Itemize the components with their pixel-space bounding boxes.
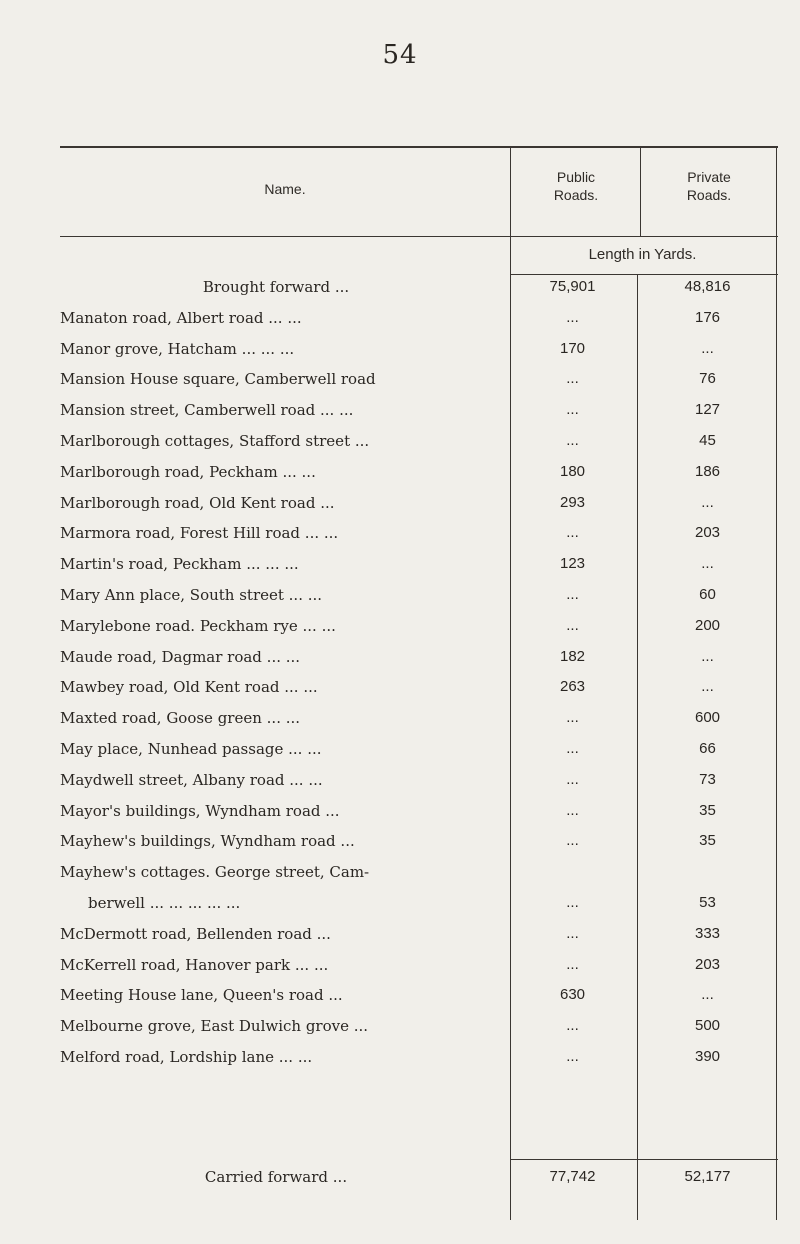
road-name: Mansion street, Camberwell road ... ... [60, 401, 354, 420]
public-roads-value: ... [566, 740, 579, 757]
road-name: Maydwell street, Albany road ... ... [60, 770, 323, 789]
private-roads-value: 200 [694, 616, 721, 634]
table-row [0, 278, 800, 308]
road-name: Marlborough cottages, Stafford street ... [60, 432, 370, 450]
public-roads-value: ... [566, 401, 579, 419]
table-row [0, 1017, 800, 1047]
table-row [0, 617, 800, 647]
private-roads-value: 35 [699, 801, 716, 819]
table-row [0, 956, 800, 986]
road-name: Martin's road, Peckham ... ... ... [60, 555, 299, 574]
page-number: 54 [382, 40, 418, 70]
private-roads-value: 600 [694, 709, 721, 727]
public-roads-value: ... [566, 1017, 579, 1035]
public-roads-value: ... [566, 524, 579, 542]
public-roads-value: ... [566, 370, 579, 388]
private-roads-header-line2: Roads. [686, 187, 732, 203]
private-roads-header [642, 168, 776, 204]
private-roads-value: 203 [694, 524, 721, 542]
private-roads-value: 35 [699, 832, 716, 850]
table-row [0, 740, 800, 770]
public-roads-value: 180 [559, 462, 586, 480]
private-roads-value: 45 [699, 432, 716, 449]
road-name: Carried forward ... [204, 1168, 348, 1186]
table-row [0, 894, 800, 924]
private-roads-value: ... [701, 678, 714, 696]
public-roads-value: ... [566, 894, 579, 911]
private-roads-value: 186 [694, 462, 721, 480]
public-roads-value: ... [566, 709, 579, 727]
public-roads-value: 75,901 [549, 278, 596, 295]
private-roads-value: ... [701, 339, 714, 357]
table-row [0, 863, 800, 893]
road-name: Mayor's buildings, Wyndham road ... [60, 801, 340, 820]
road-name: May place, Nunhead passage ... ... [60, 740, 322, 758]
private-roads-value: 500 [694, 1017, 721, 1035]
private-roads-value: ... [701, 555, 714, 573]
road-name: Mawbey road, Old Kent road ... ... [60, 678, 318, 697]
table-row [0, 771, 800, 801]
public-roads-value: ... [566, 801, 579, 819]
private-roads-value: 76 [699, 370, 716, 388]
private-roads-value: 176 [694, 308, 721, 326]
table-row [0, 832, 800, 862]
road-name: Marylebone road. Peckham rye ... ... [60, 616, 336, 635]
public-roads-value: ... [566, 586, 579, 603]
road-name: Mansion House square, Camberwell road [60, 370, 376, 389]
private-roads-value: 333 [694, 924, 721, 942]
road-name: Brought forward ... [202, 278, 350, 296]
table-row [0, 463, 800, 493]
table-row [0, 678, 800, 708]
private-roads-header-line1: Private [687, 169, 731, 185]
table-row [0, 709, 800, 739]
private-roads-value: 48,816 [684, 278, 731, 295]
road-name: Marlborough road, Old Kent road ... [60, 493, 335, 512]
table-row [0, 401, 800, 431]
public-roads-value: 293 [559, 493, 586, 511]
private-roads-value: 52,177 [684, 1168, 731, 1185]
private-roads-value: 390 [694, 1048, 721, 1065]
public-roads-value: ... [566, 1048, 579, 1065]
road-name: Mary Ann place, South street ... ... [60, 586, 323, 604]
column-divider-middle [640, 146, 641, 236]
public-roads-header-line2: Roads. [553, 187, 599, 203]
table-row [0, 1168, 800, 1198]
header-bottom-rule [60, 236, 778, 237]
public-roads-value: ... [566, 832, 579, 850]
table-row [0, 370, 800, 400]
public-roads-value: ... [566, 432, 579, 449]
road-name: Meeting House lane, Queen's road ... [60, 986, 343, 1005]
table-row [0, 555, 800, 585]
road-name: berwell ... ... ... ... ... [88, 894, 241, 912]
private-roads-value: 60 [699, 586, 716, 603]
road-name: Mayhew's buildings, Wyndham road ... [60, 832, 355, 851]
name-column-header: Name. [264, 181, 306, 197]
public-roads-value: ... [566, 924, 579, 942]
public-roads-value: ... [566, 308, 579, 326]
road-name: Mayhew's cottages. George street, Cam- [60, 863, 370, 882]
table-row [0, 986, 800, 1016]
table-top-rule [60, 146, 778, 148]
table-row [0, 802, 800, 832]
public-roads-value: 123 [559, 555, 586, 573]
unit-rule [510, 274, 778, 275]
road-name: McDermott road, Bellenden road ... [60, 924, 331, 943]
road-name: Melbourne grove, East Dulwich grove ... [60, 1017, 369, 1036]
road-name: Maude road, Dagmar road ... ... [60, 647, 301, 666]
road-name: Melford road, Lordship lane ... ... [60, 1048, 313, 1066]
public-roads-value: 630 [559, 986, 586, 1004]
table-row [0, 494, 800, 524]
table-row [0, 925, 800, 955]
table-row [0, 340, 800, 370]
road-name: McKerrell road, Hanover park ... ... [60, 955, 329, 974]
table-row [0, 309, 800, 339]
public-roads-value: 77,742 [549, 1168, 596, 1185]
table-row [0, 648, 800, 678]
public-roads-value: 170 [559, 339, 586, 357]
road-name: Manor grove, Hatcham ... ... ... [60, 339, 295, 358]
road-name: Marlborough road, Peckham ... ... [60, 462, 316, 481]
road-name: Maxted road, Goose green ... ... [60, 709, 301, 728]
private-roads-value: 66 [699, 740, 716, 757]
private-roads-value: ... [701, 493, 714, 511]
private-roads-value: 53 [699, 894, 716, 911]
private-roads-value: ... [701, 647, 714, 665]
table-row [0, 586, 800, 616]
public-roads-header-line1: Public [556, 169, 596, 185]
private-roads-value: 127 [694, 401, 721, 419]
public-roads-header [512, 168, 640, 204]
public-roads-value: ... [566, 770, 579, 788]
length-unit-header: Length in Yards. [588, 246, 697, 263]
table-row [0, 432, 800, 462]
table-row [0, 524, 800, 554]
total-rule [510, 1159, 778, 1160]
public-roads-value: ... [566, 955, 579, 973]
private-roads-value: ... [701, 986, 714, 1004]
road-name: Manaton road, Albert road ... ... [60, 308, 302, 327]
private-roads-value: 203 [694, 955, 721, 973]
public-roads-value: 263 [559, 678, 586, 696]
public-roads-value: ... [566, 616, 579, 634]
table-row [0, 1048, 800, 1078]
public-roads-value: 182 [559, 647, 586, 665]
private-roads-value: 73 [699, 770, 716, 788]
road-name: Marmora road, Forest Hill road ... ... [60, 524, 339, 543]
